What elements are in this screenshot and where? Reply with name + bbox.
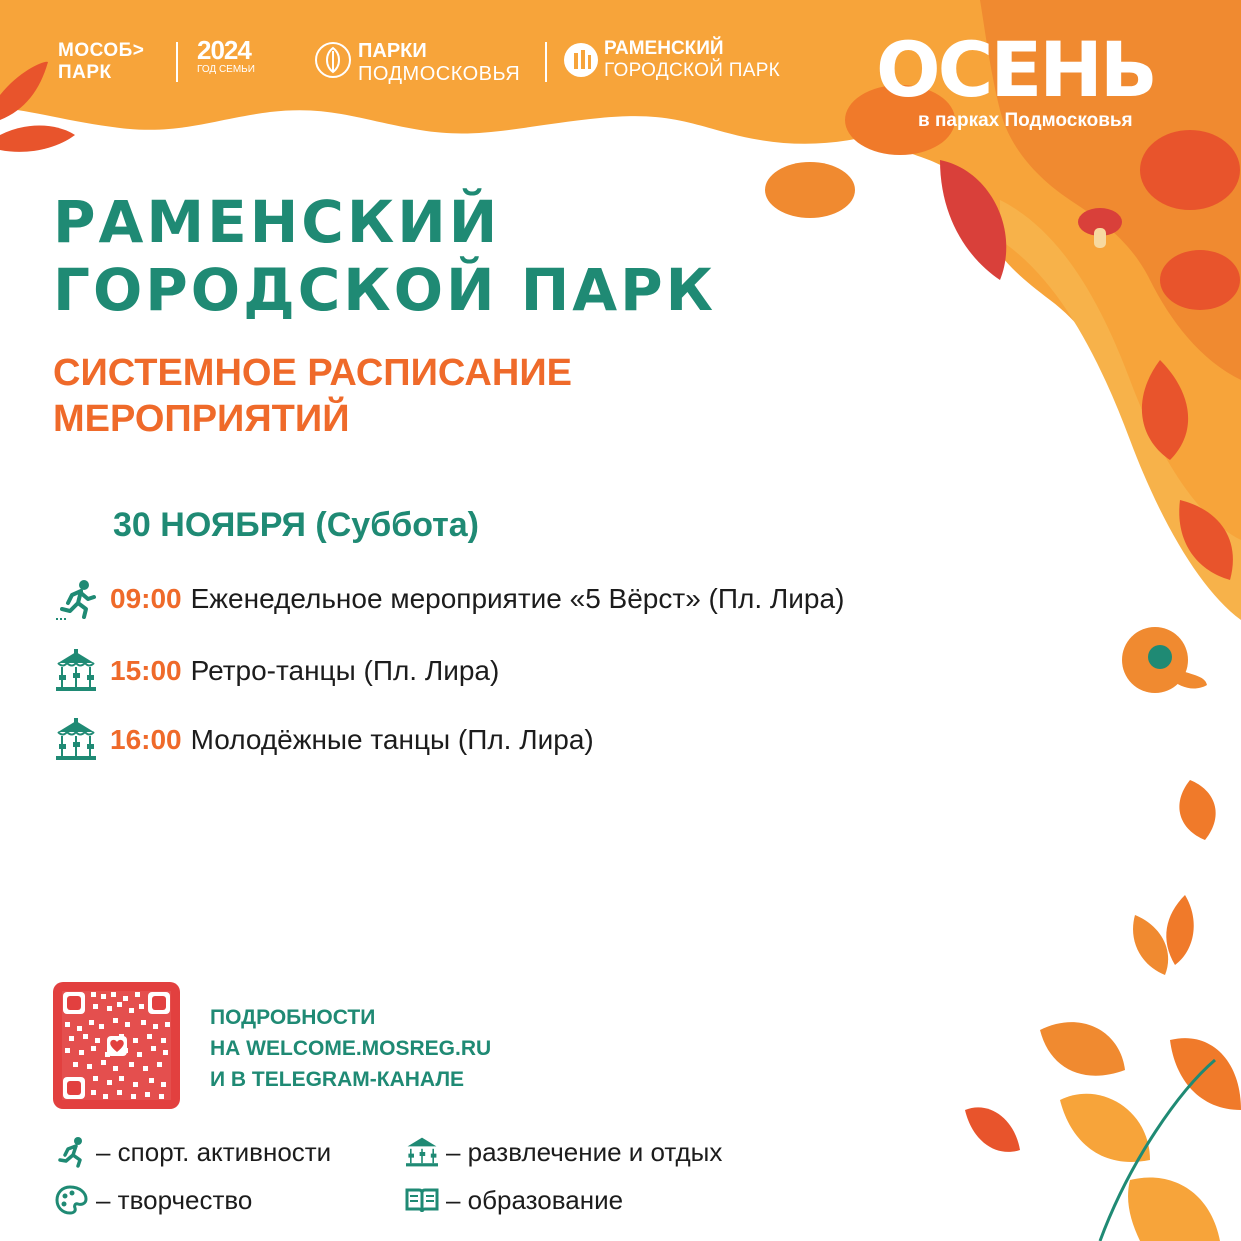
legend-item-creative bbox=[54, 1184, 252, 1216]
event-time: 09:00 bbox=[110, 583, 182, 614]
page-subtitle-line2: МЕРОПРИЯТИЙ bbox=[53, 398, 350, 440]
legend-creative-label: – творчество bbox=[96, 1184, 253, 1215]
carousel-icon bbox=[404, 1136, 440, 1168]
year-of-family-logo bbox=[197, 36, 255, 75]
event-item bbox=[54, 577, 844, 621]
event-item bbox=[54, 718, 594, 762]
mosobl-park-logo bbox=[58, 40, 144, 84]
osen-logo bbox=[876, 25, 1216, 131]
page-title-line1: РАМЕНСКИЙ bbox=[53, 188, 501, 256]
page-subtitle-line1: СИСТЕМНОЕ РАСПИСАНИЕ bbox=[53, 352, 572, 394]
year-logo-subtitle: ГОД СЕМЬИ bbox=[197, 63, 255, 75]
legend-item-education bbox=[404, 1184, 623, 1216]
parki-logo-line2: ПОДМОСКОВЬЯ bbox=[358, 63, 521, 85]
runner-icon bbox=[54, 1136, 90, 1168]
page-title-line2: ГОРОДСКОЙ ПАРК bbox=[53, 256, 717, 324]
parki-podmoskovya-logo bbox=[358, 40, 520, 86]
event-time: 15:00 bbox=[110, 655, 182, 686]
parki-logo-line1: ПАРКИ bbox=[358, 40, 427, 62]
legend-entertainment-label: – развлечение и отдых bbox=[446, 1136, 723, 1167]
info-line2: НА WELCOME.MOSREG.RU bbox=[210, 1037, 492, 1060]
osen-logo-subtitle: в парках Подмосковья bbox=[918, 110, 1133, 131]
page-subtitle bbox=[53, 350, 572, 442]
schedule-date: 30 НОЯБРЯ (Суббота) bbox=[113, 506, 479, 544]
legend-sport-label: – спорт. активности bbox=[96, 1136, 332, 1167]
carousel-icon bbox=[54, 718, 98, 762]
ramen-logo-line2: ГОРОДСКОЙ ПАРК bbox=[604, 59, 781, 81]
event-item bbox=[54, 649, 499, 693]
page-title bbox=[53, 188, 716, 324]
osen-logo-word: ОСЕНЬ bbox=[876, 25, 1155, 114]
legend-item-entertainment bbox=[404, 1136, 722, 1168]
book-icon bbox=[404, 1184, 440, 1216]
legend-education-label: – образование bbox=[446, 1184, 624, 1215]
qr-code[interactable] bbox=[53, 982, 180, 1109]
qr-pattern bbox=[53, 982, 180, 1109]
info-line1: ПОДРОБНОСТИ bbox=[210, 1006, 376, 1029]
carousel-icon bbox=[54, 649, 98, 693]
info-line3: И В TELEGRAM-КАНАЛЕ bbox=[210, 1068, 465, 1091]
runner-icon bbox=[54, 577, 98, 621]
legend-item-sport bbox=[54, 1136, 331, 1168]
ramen-logo-line1: РАМЕНСКИЙ bbox=[604, 38, 724, 59]
ramenskiy-park-emblem-icon bbox=[562, 41, 600, 79]
event-time: 16:00 bbox=[110, 724, 182, 755]
ramenskiy-park-logo bbox=[604, 38, 780, 82]
mosobl-logo-line2: ПАРК bbox=[58, 61, 112, 83]
event-name: Молодёжные танцы (Пл. Лира) bbox=[190, 724, 594, 755]
logo-divider bbox=[176, 42, 178, 82]
palette-icon bbox=[54, 1184, 90, 1216]
event-name: Еженедельное мероприятие «5 Вёрст» (Пл. Лира) bbox=[190, 583, 845, 614]
parki-leaf-icon bbox=[314, 41, 352, 79]
info-text bbox=[210, 1002, 491, 1095]
year-logo-number: 2024 bbox=[197, 35, 251, 65]
logo-divider bbox=[545, 42, 547, 82]
event-name: Ретро-танцы (Пл. Лира) bbox=[190, 655, 500, 686]
mosobl-logo-line1: МОСОБ> bbox=[58, 40, 145, 61]
